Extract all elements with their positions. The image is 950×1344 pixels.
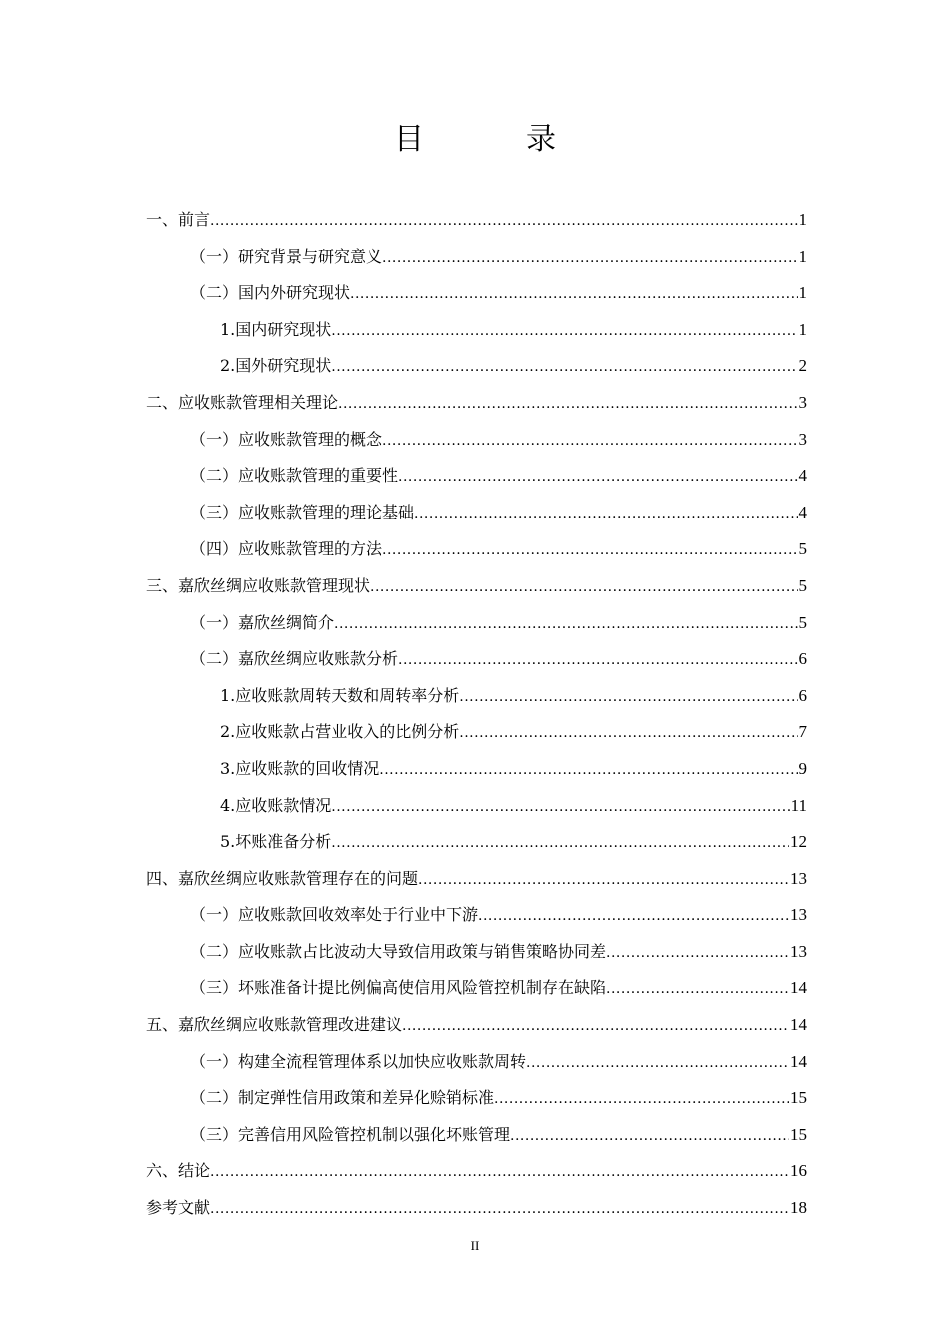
toc-entry-title: 应收账款的回收情况 bbox=[235, 758, 380, 778]
toc-entry-number: 四、 bbox=[146, 868, 179, 888]
toc-leader-dots bbox=[210, 203, 797, 240]
toc-entry-title: 嘉欣丝绸应收账款管理现状 bbox=[178, 575, 371, 595]
toc-entry-number: 1. bbox=[220, 319, 236, 339]
toc-leader-dots bbox=[382, 423, 797, 460]
toc-leader-dots bbox=[331, 313, 797, 350]
toc-entry-title: 完善信用风险管控机制以强化坏账管理 bbox=[238, 1124, 511, 1144]
toc-entry-problems[interactable] bbox=[146, 861, 807, 898]
toc-entry-number: 1. bbox=[220, 685, 236, 705]
toc-leader-dots bbox=[210, 1191, 789, 1228]
toc-entry-number: （二） bbox=[190, 283, 239, 303]
toc-entry-title: 应收账款占营业收入的比例分析 bbox=[235, 722, 460, 742]
toc-entry-number: （二） bbox=[190, 649, 239, 669]
toc-entry-number: 2. bbox=[220, 356, 236, 376]
toc-entry-title: 应收账款管理相关理论 bbox=[178, 392, 339, 412]
toc-leader-dots bbox=[494, 1081, 789, 1118]
toc-entry-provision-ratio[interactable] bbox=[146, 970, 807, 1007]
table-of-contents bbox=[146, 202, 807, 1227]
toc-entry-number: （一） bbox=[190, 246, 239, 266]
toc-entry-page: 15 bbox=[790, 1124, 807, 1144]
toc-entry-foreword[interactable] bbox=[146, 202, 807, 239]
toc-leader-dots bbox=[459, 715, 797, 752]
toc-entry-title: 国内研究现状 bbox=[235, 319, 332, 339]
toc-entry-page: 7 bbox=[798, 722, 807, 742]
toc-entry-page: 16 bbox=[790, 1161, 807, 1181]
toc-entry-page: 18 bbox=[790, 1198, 807, 1218]
toc-leader-dots bbox=[398, 642, 797, 679]
toc-entry-page: 14 bbox=[790, 978, 807, 998]
toc-leader-dots bbox=[382, 532, 797, 569]
toc-leader-dots bbox=[398, 459, 797, 496]
toc-entry-page: 9 bbox=[798, 758, 807, 778]
toc-entry-concept[interactable] bbox=[146, 422, 807, 459]
toc-entry-theoretical-basis[interactable] bbox=[146, 495, 807, 532]
toc-entry-suggestions[interactable] bbox=[146, 1007, 807, 1044]
toc-leader-dots bbox=[334, 606, 797, 643]
toc-entry-number: （三） bbox=[190, 502, 239, 522]
toc-entry-page: 6 bbox=[798, 685, 807, 705]
toc-entry-ratio-volatility[interactable] bbox=[146, 934, 807, 971]
toc-entry-title: 研究背景与研究意义 bbox=[238, 246, 383, 266]
toc-entry-management-system[interactable] bbox=[146, 1044, 807, 1081]
toc-entry-page: 2 bbox=[798, 356, 807, 376]
toc-entry-number: （三） bbox=[190, 1124, 239, 1144]
toc-leader-dots bbox=[331, 825, 789, 862]
toc-entry-title: 嘉欣丝绸应收账款管理存在的问题 bbox=[178, 868, 419, 888]
toc-leader-dots bbox=[331, 349, 797, 386]
toc-entry-number: 4. bbox=[220, 795, 236, 815]
toc-entry-title: 应收账款管理的方法 bbox=[238, 539, 383, 559]
toc-entry-title: 应收账款回收效率处于行业中下游 bbox=[238, 905, 479, 925]
toc-entry-title: 嘉欣丝绸简介 bbox=[238, 612, 335, 632]
toc-leader-dots bbox=[606, 971, 789, 1008]
toc-entry-title: 应收账款周转天数和周转率分析 bbox=[235, 685, 460, 705]
toc-entry-number: 2. bbox=[220, 722, 236, 742]
toc-entry-title: 坏账准备计提比例偏高使信用风险管控机制存在缺陷 bbox=[238, 978, 607, 998]
toc-entry-theory[interactable] bbox=[146, 385, 807, 422]
page-number: II bbox=[470, 1238, 480, 1253]
toc-entry-number: （二） bbox=[190, 1088, 239, 1108]
toc-entry-page: 14 bbox=[790, 1051, 807, 1071]
toc-leader-dots bbox=[210, 1154, 789, 1191]
toc-entry-foreign-research[interactable] bbox=[146, 348, 807, 385]
toc-entry-page: 4 bbox=[798, 466, 807, 486]
toc-entry-number: 二、 bbox=[146, 392, 179, 412]
toc-entry-title: 嘉欣丝绸应收账款管理改进建议 bbox=[178, 1015, 403, 1035]
toc-entry-number: 3. bbox=[220, 758, 236, 778]
toc-entry-title: 参考文献 bbox=[146, 1198, 211, 1218]
toc-entry-turnover-analysis[interactable] bbox=[146, 678, 807, 715]
toc-entry-title: 坏账准备分析 bbox=[235, 832, 332, 852]
toc-entry-collection[interactable] bbox=[146, 751, 807, 788]
toc-entry-title: 前言 bbox=[178, 210, 211, 229]
toc-entry-page: 1 bbox=[798, 246, 807, 266]
toc-entry-credit-policy[interactable] bbox=[146, 1080, 807, 1117]
toc-entry-page: 1 bbox=[798, 210, 807, 229]
toc-entry-title: 应收账款管理的理论基础 bbox=[238, 502, 415, 522]
toc-entry-number: （四） bbox=[190, 539, 239, 559]
toc-leader-dots bbox=[402, 1008, 789, 1045]
toc-entry-conclusion[interactable] bbox=[146, 1153, 807, 1190]
toc-entry-company-intro[interactable] bbox=[146, 605, 807, 642]
toc-entry-number: （一） bbox=[190, 1051, 239, 1071]
toc-leader-dots bbox=[382, 240, 797, 277]
toc-leader-dots bbox=[510, 1118, 789, 1155]
toc-leader-dots bbox=[414, 496, 797, 533]
toc-entry-number: （一） bbox=[190, 612, 239, 632]
toc-entry-methods[interactable] bbox=[146, 531, 807, 568]
toc-entry-page: 5 bbox=[798, 539, 807, 559]
toc-entry-importance[interactable] bbox=[146, 458, 807, 495]
toc-entry-number: 一、 bbox=[146, 210, 179, 229]
toc-entry-page: 14 bbox=[790, 1015, 807, 1035]
toc-leader-dots bbox=[478, 898, 789, 935]
toc-entry-page: 11 bbox=[790, 795, 807, 815]
toc-entry-revenue-ratio[interactable] bbox=[146, 714, 807, 751]
toc-entry-title: 构建全流程管理体系以加快应收账款周转 bbox=[238, 1051, 527, 1071]
toc-entry-page: 1 bbox=[798, 319, 807, 339]
toc-entry-number: （一） bbox=[190, 429, 239, 449]
toc-entry-page: 4 bbox=[798, 502, 807, 522]
toc-entry-number: （二） bbox=[190, 466, 239, 486]
toc-entry-page: 6 bbox=[798, 649, 807, 669]
toc-entry-title: 应收账款管理的概念 bbox=[238, 429, 383, 449]
toc-entry-page: 13 bbox=[790, 868, 807, 888]
toc-title: 目 录 bbox=[394, 122, 592, 157]
toc-entry-page: 13 bbox=[790, 905, 807, 925]
toc-leader-dots bbox=[526, 1045, 789, 1082]
toc-leader-dots bbox=[350, 276, 797, 313]
toc-leader-dots bbox=[379, 752, 797, 789]
toc-leader-dots bbox=[606, 935, 789, 972]
toc-entry-title: 嘉欣丝绸应收账款分析 bbox=[238, 649, 399, 669]
toc-entry-number: 5. bbox=[220, 832, 236, 852]
toc-entry-title: 国内外研究现状 bbox=[238, 283, 351, 303]
toc-entry-page: 5 bbox=[798, 575, 807, 595]
toc-entry-page: 3 bbox=[798, 429, 807, 449]
toc-entry-page: 3 bbox=[798, 392, 807, 412]
toc-entry-number: 三、 bbox=[146, 575, 179, 595]
toc-entry-domestic-research[interactable] bbox=[146, 312, 807, 349]
toc-entry-title: 国外研究现状 bbox=[235, 356, 332, 376]
toc-entry-number: （三） bbox=[190, 978, 239, 998]
toc-entry-receivables-analysis[interactable] bbox=[146, 641, 807, 678]
toc-entry-research-status[interactable] bbox=[146, 275, 807, 312]
toc-entry-number: 六、 bbox=[146, 1161, 179, 1181]
toc-entry-number: （二） bbox=[190, 941, 239, 961]
toc-leader-dots bbox=[338, 386, 797, 423]
toc-entry-current-status[interactable] bbox=[146, 568, 807, 605]
toc-entry-title: 应收账款情况 bbox=[235, 795, 332, 815]
toc-entry-page: 15 bbox=[790, 1088, 807, 1108]
toc-entry-page: 12 bbox=[790, 832, 807, 852]
toc-entry-page: 5 bbox=[798, 612, 807, 632]
toc-entry-title: 结论 bbox=[178, 1161, 211, 1181]
toc-entry-number: 五、 bbox=[146, 1015, 179, 1035]
toc-entry-bad-debt[interactable] bbox=[146, 824, 807, 861]
toc-entry-risk-control[interactable] bbox=[146, 1117, 807, 1154]
toc-leader-dots bbox=[418, 862, 789, 899]
toc-entry-research-background[interactable] bbox=[146, 239, 807, 276]
toc-leader-dots bbox=[331, 789, 789, 826]
toc-entry-title: 应收账款管理的重要性 bbox=[238, 466, 399, 486]
toc-entry-collection-efficiency[interactable] bbox=[146, 897, 807, 934]
toc-entry-references[interactable] bbox=[146, 1190, 807, 1227]
toc-leader-dots bbox=[459, 679, 797, 716]
toc-entry-number: （一） bbox=[190, 905, 239, 925]
toc-entry-page: 13 bbox=[790, 941, 807, 961]
toc-entry-page: 1 bbox=[798, 283, 807, 303]
toc-entry-title: 应收账款占比波动大导致信用政策与销售策略协同差 bbox=[238, 941, 607, 961]
toc-entry-title: 制定弹性信用政策和差异化赊销标准 bbox=[238, 1088, 495, 1108]
toc-leader-dots bbox=[370, 569, 797, 606]
toc-entry-receivables-status[interactable] bbox=[146, 788, 807, 825]
